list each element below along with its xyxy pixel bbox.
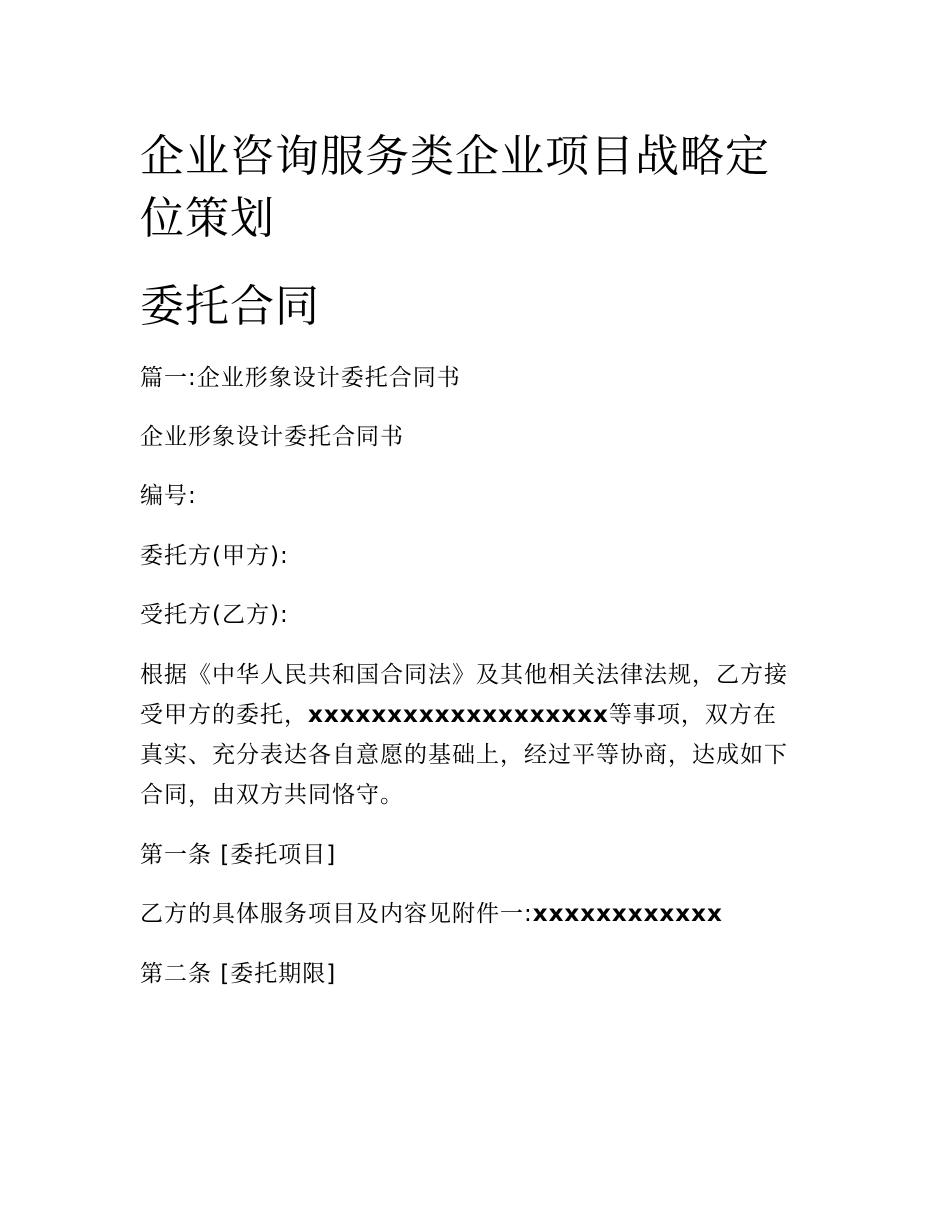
section-heading: 篇一:企业形象设计委托合同书 — [140, 365, 461, 391]
preamble-paragraph — [140, 655, 800, 815]
preamble-text-start: 根据《中华人民共和国合同法》及其他相关法律法规，乙方接受甲方的委托， — [140, 662, 788, 728]
party-b-label: 受托方(乙方): — [140, 602, 289, 628]
article-1-heading: 第一条 [委托项目] — [140, 842, 337, 868]
contract-number-label: 编号: — [140, 483, 197, 509]
document-title: 企业咨询服务类企业项目战略定位策划 — [140, 131, 770, 244]
article-2-heading: 第二条 [委托期限] — [140, 961, 337, 987]
preamble-text-end: 等事项，双方在真实、充分表达各自意愿的基础上，经过平等协商，达成如下合同，由双方共同恪守。 — [140, 702, 788, 808]
article-1-content — [140, 894, 800, 934]
document-subtitle: 委托合同 — [140, 281, 320, 332]
preamble-placeholder: xxxxxxxxxxxxxxxxxxx — [308, 702, 609, 728]
article-1-placeholder: xxxxxxxxxxxx — [532, 901, 723, 927]
article-1-text: 乙方的具体服务项目及内容见附件一: — [140, 901, 533, 927]
contract-name: 企业形象设计委托合同书 — [140, 424, 404, 450]
party-a-label: 委托方(甲方): — [140, 543, 289, 569]
